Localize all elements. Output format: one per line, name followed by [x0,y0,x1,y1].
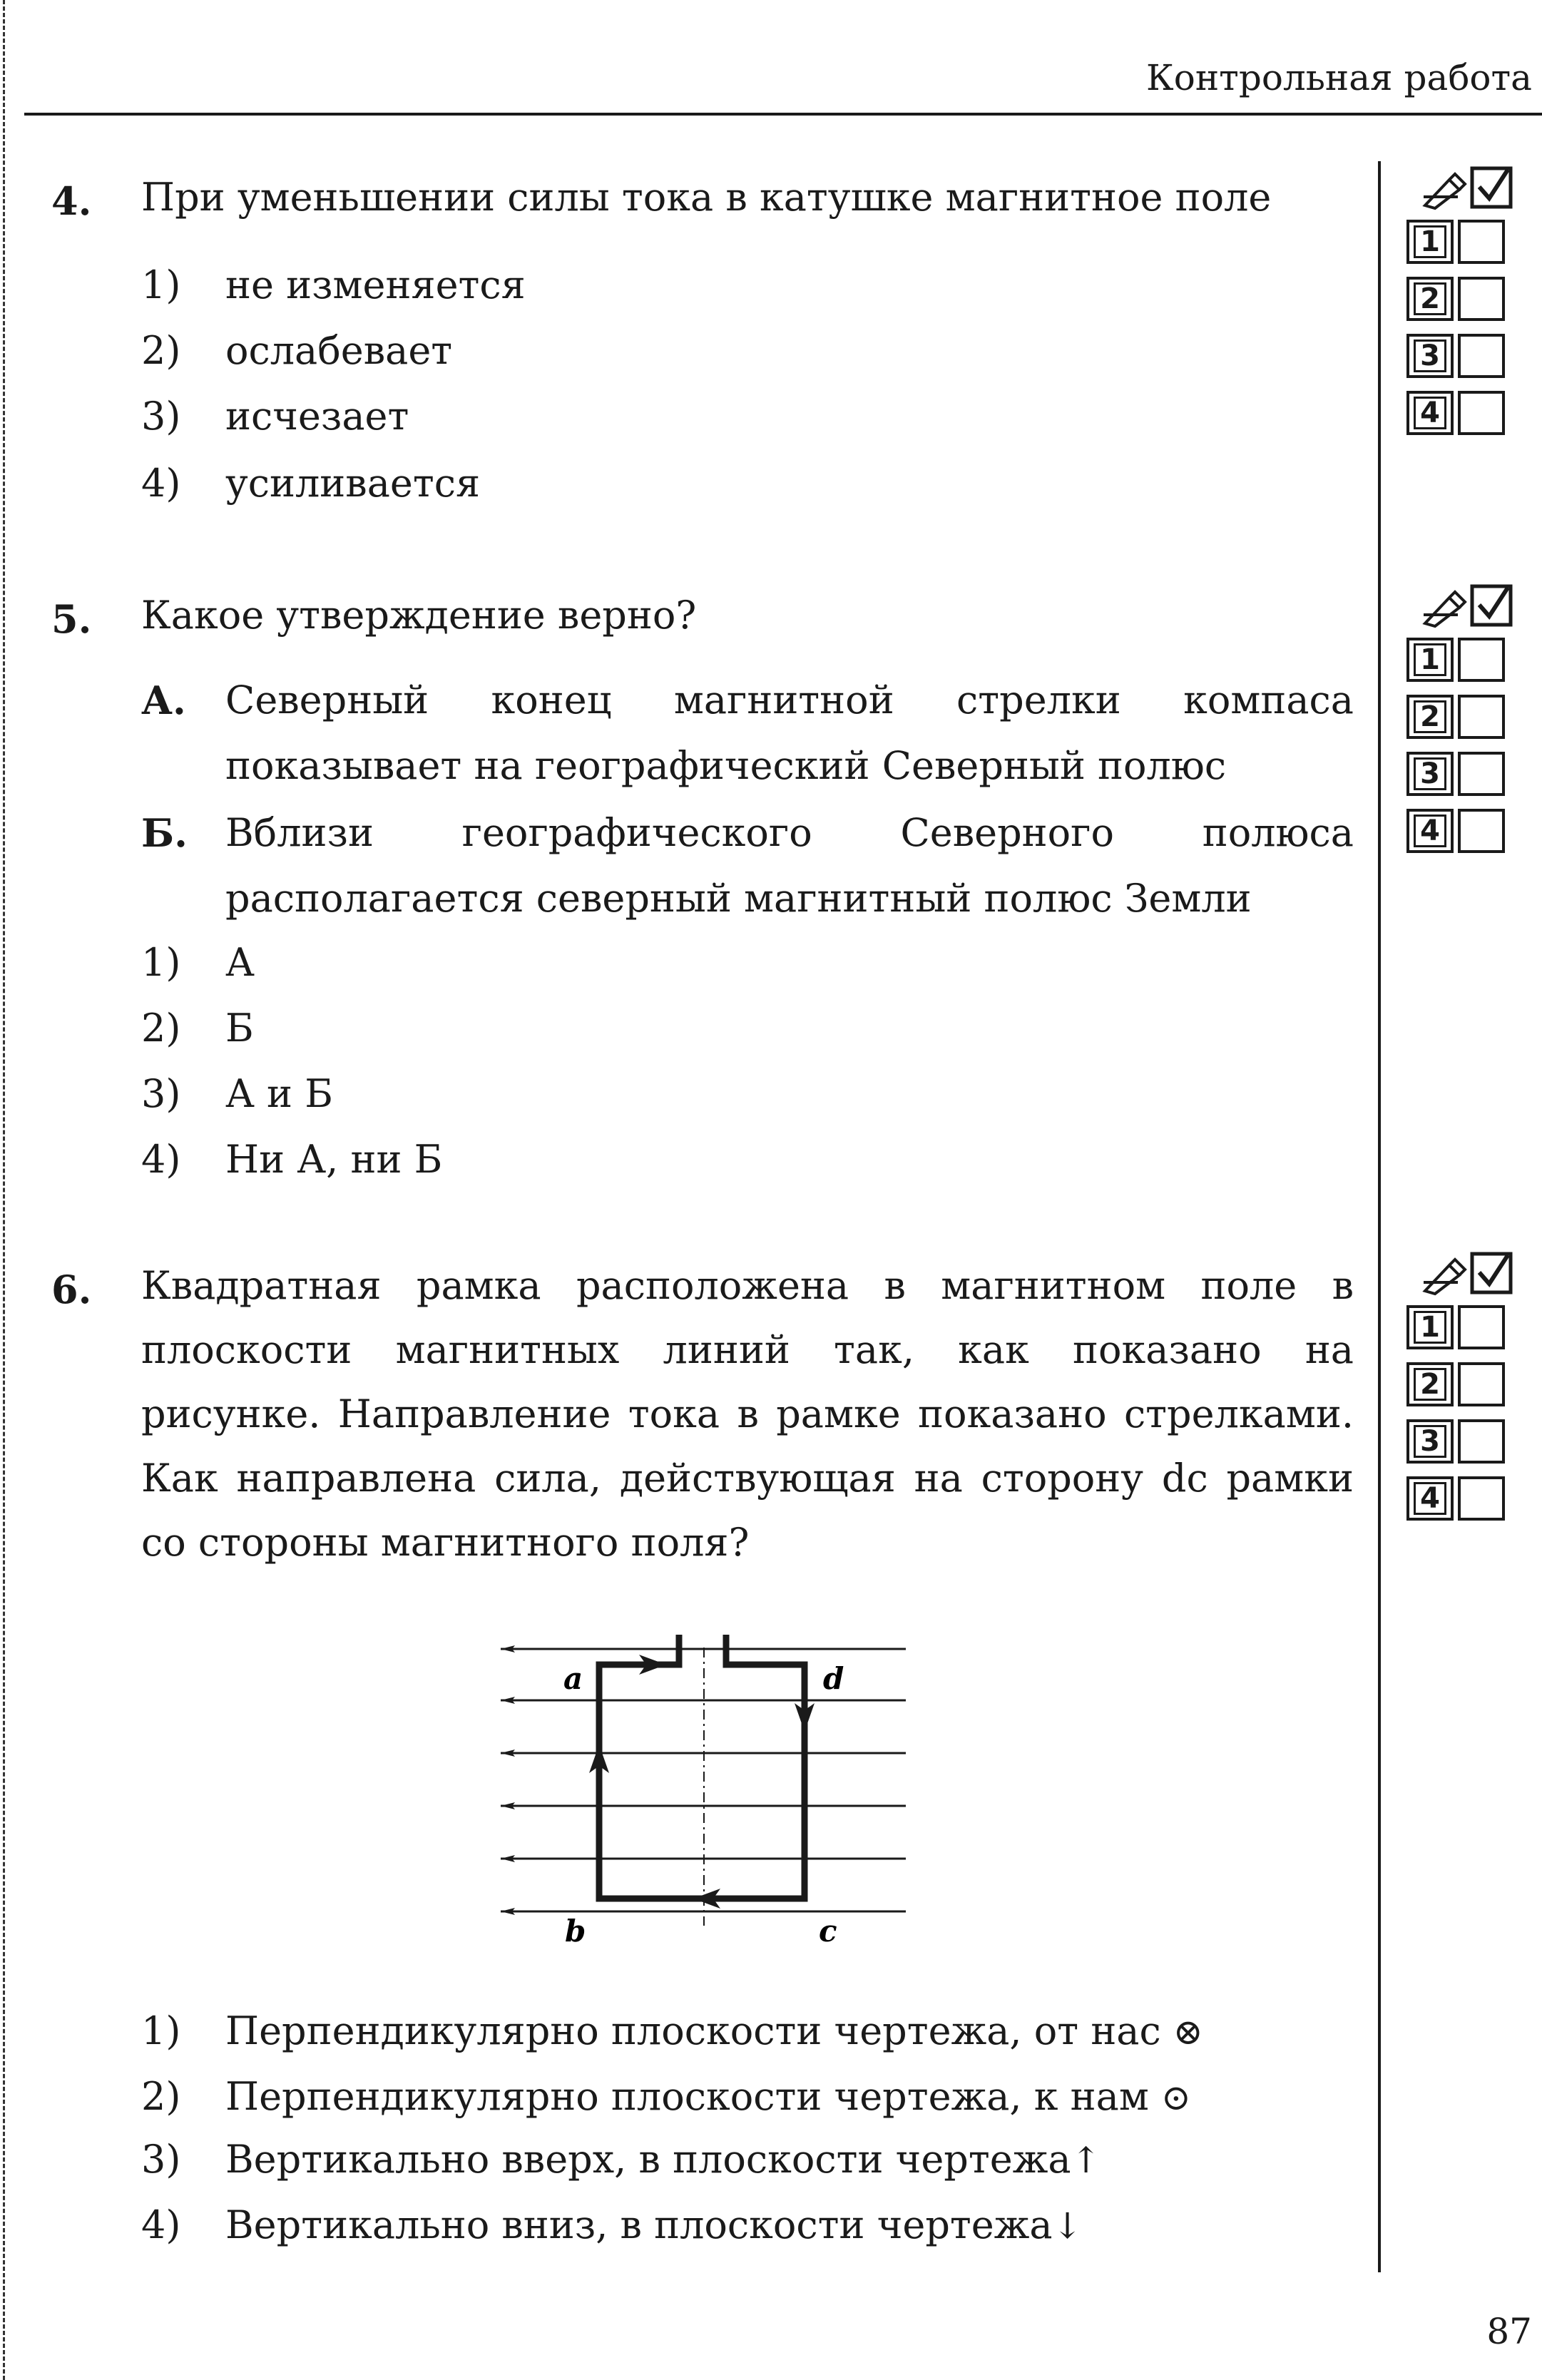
question-number: 5. [51,596,92,642]
option-number: 4) [141,2202,181,2247]
answer-cell[interactable] [1458,638,1505,682]
option-1 [141,262,526,307]
option-text: А [225,940,255,985]
option-2 [141,1006,254,1051]
statement-label: А. [141,678,186,723]
answer-cell[interactable] [1458,334,1505,378]
label-b: b [565,1914,586,1949]
answer-number: 1 [1414,643,1446,676]
option-number: 2) [141,2074,181,2119]
answer-row-4 [1406,1476,1528,1523]
option-number: 2) [141,328,181,373]
option-3 [141,394,409,439]
option-text: исчезает [225,394,409,439]
answer-number: 4 [1414,1482,1446,1515]
option-number: 3) [141,394,181,439]
cut-line [3,0,5,2380]
answer-number: 4 [1414,397,1446,429]
answer-number: 3 [1414,757,1446,790]
option-text: А и Б [225,1071,333,1116]
answer-cell[interactable] [1458,1476,1505,1521]
option-1 [141,2008,1203,2053]
arrow-down-icon: ↓ [1052,2205,1083,2247]
answer-row-2 [1406,1362,1528,1409]
answer-cell[interactable] [1458,391,1505,435]
option-text: ослабевает [225,328,453,373]
label-a: a [563,1661,583,1696]
option-4 [141,461,480,506]
answer-number: 1 [1414,1311,1446,1344]
pen-checkbox-icon [1421,582,1521,629]
answer-row-2 [1406,695,1528,742]
answer-number: 2 [1414,282,1446,315]
answer-row-1 [1406,220,1528,267]
header-rule [24,113,1542,116]
answer-row-3 [1406,334,1528,381]
magnetic-frame-figure [485,1619,927,1961]
option-3 [141,2137,1101,2182]
frame-diagram [485,1619,927,1961]
question-text: При уменьшении силы тока в катушке магнитное поле [141,175,1272,220]
answer-row-4 [1406,391,1528,438]
answer-number: 1 [1414,225,1446,258]
answer-number: 3 [1414,1425,1446,1458]
answer-cell[interactable] [1458,695,1505,739]
option-4 [141,1137,442,1182]
header-title: Контрольная работа [1146,57,1532,98]
label-c: c [819,1914,837,1949]
label-d: d [823,1661,844,1696]
answer-number: 2 [1414,1368,1446,1401]
answer-cell[interactable] [1458,752,1505,796]
answer-cell[interactable] [1458,809,1505,853]
option-number: 4) [141,461,181,506]
question-text: Какое утверждение верно? [141,593,697,638]
option-text: Ни А, ни Б [225,1137,443,1182]
arrow-up-icon: ↑ [1071,2140,1101,2181]
question-text: Квадратная рамка расположена в магнитном поле в плоскости магнитных линий так, как показано на рисунке. Направление тока в рамке показано стрелками. Как направлена сила, действующая на сторону dc рамки со стороны магнитного поля? [141,1263,1354,1565]
option-1 [141,940,255,985]
statement-text: Северный конец магнитной стрелки компаса показывает на географический Северный полюс [225,678,1354,788]
statement-b [141,800,1354,931]
option-number: 3) [141,1071,181,1116]
answer-cell[interactable] [1458,1305,1505,1349]
answer-number: 3 [1414,339,1446,372]
option-number: 1) [141,940,181,985]
option-text: не изменяется [225,262,526,307]
away-from-viewer-icon: ⊗ [1173,2011,1203,2053]
statement-label: Б. [141,810,188,856]
option-text: Вертикально вверх, в плоскости чертежа [225,2137,1071,2182]
answer-number: 2 [1414,700,1446,733]
pen-checkbox-icon [1421,164,1521,211]
option-2 [141,328,452,373]
option-text: Вертикально вниз, в плоскости чертежа [225,2202,1053,2247]
option-2 [141,2074,1191,2119]
answer-row-3 [1406,1419,1528,1466]
option-text: Перпендикулярно плоскости чертежа, от нас [225,2008,1161,2053]
question-number: 4. [51,178,92,224]
toward-viewer-icon: ⊙ [1161,2077,1191,2118]
answer-row-3 [1406,752,1528,799]
answer-row-2 [1406,277,1528,324]
answer-row-1 [1406,1305,1528,1352]
answer-cell[interactable] [1458,1362,1505,1406]
option-number: 3) [141,2137,181,2182]
answer-cell[interactable] [1458,1419,1505,1464]
option-number: 1) [141,262,181,307]
statement-a [141,668,1354,799]
option-number: 4) [141,1137,181,1182]
pen-checkbox-icon [1421,1250,1521,1297]
question-number: 6. [51,1267,92,1312]
option-text: Б [225,1006,254,1051]
statement-text: Вблизи географического Северного полюса располагается северный магнитный полюс Земли [225,810,1354,921]
option-3 [141,1071,333,1116]
option-number: 2) [141,1006,181,1051]
answer-column-divider [1378,161,1381,2272]
answer-row-4 [1406,809,1528,856]
option-4 [141,2202,1083,2247]
answer-row-1 [1406,638,1528,685]
option-text: Перпендикулярно плоскости чертежа, к нам [225,2074,1149,2119]
option-number: 1) [141,2008,181,2053]
answer-cell[interactable] [1458,277,1505,321]
page-number: 87 [1486,2311,1532,2352]
answer-cell[interactable] [1458,220,1505,264]
answer-number: 4 [1414,814,1446,847]
option-text: усиливается [225,461,481,506]
